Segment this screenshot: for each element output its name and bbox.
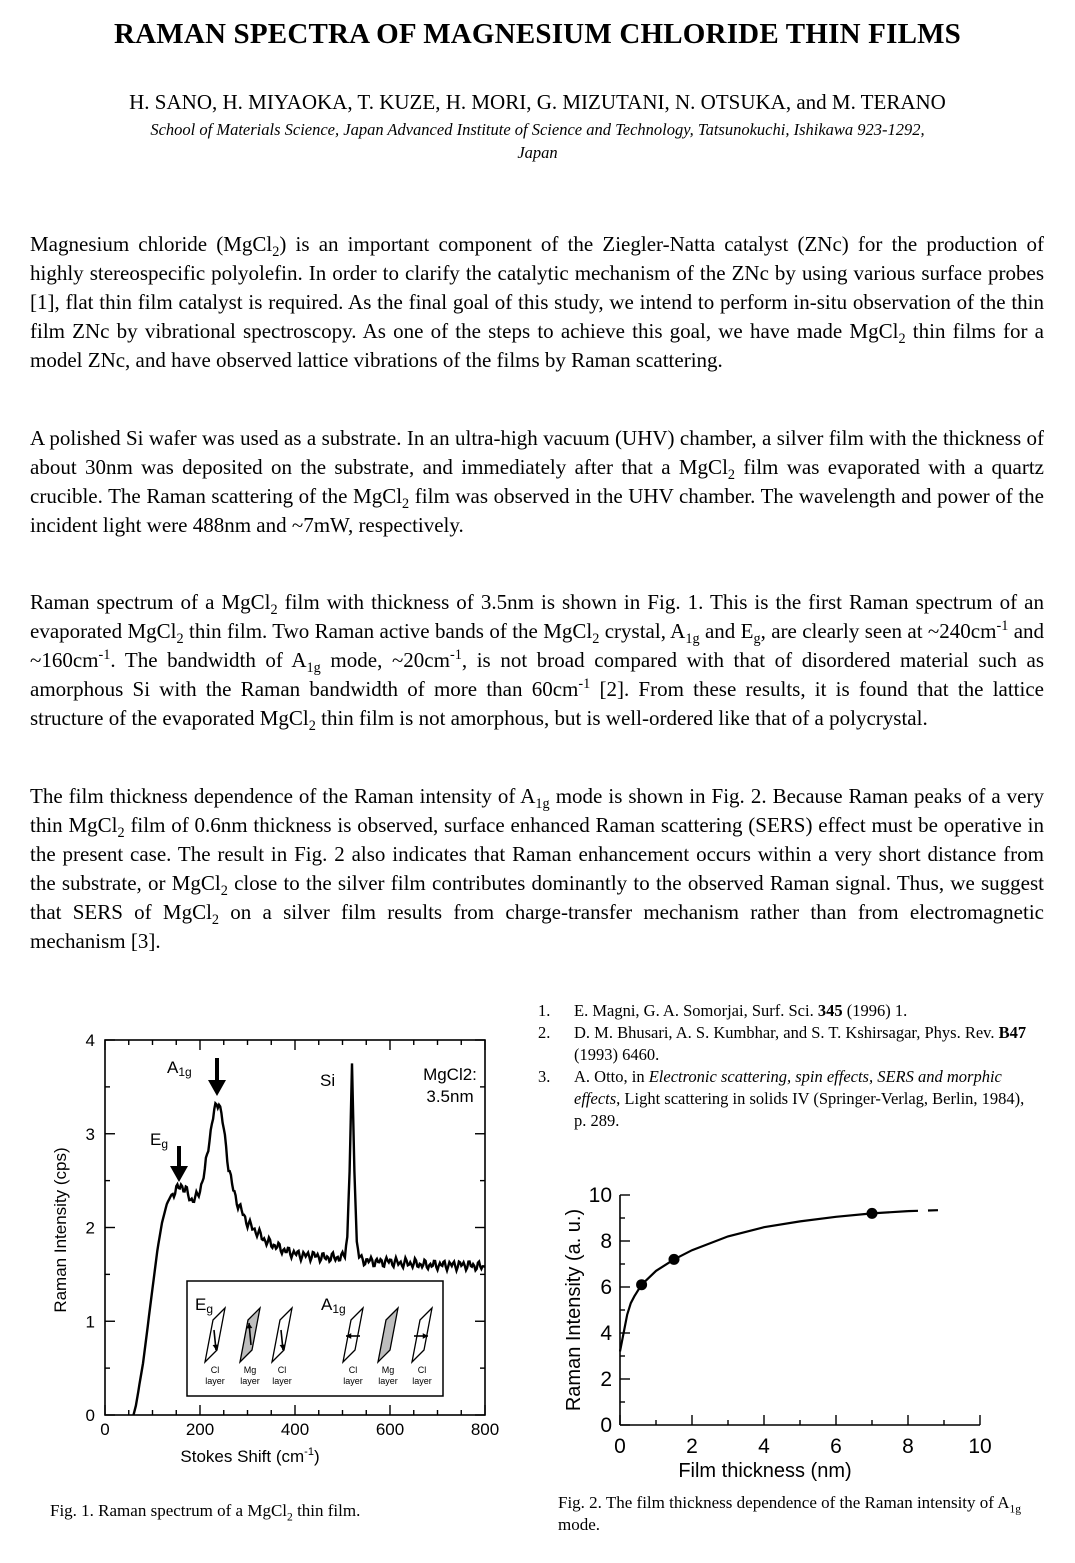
- fig2-xlabel: Film thickness (nm): [678, 1460, 852, 1482]
- reference-item: 3. A. Otto, in Electronic scattering, spin effects, SERS and morphic effects, Light scattering in solids IV (Springer-Verlag, Berlin, 1984), p. 289.: [538, 1067, 1025, 1130]
- paragraph-3: Raman spectrum of a MgCl$_2$ film with thickness of 3.5nm is shown in Fig. 1. This is the first Raman spectrum of an evaporated MgCl$_2$ thin film. Two Raman active bands of the MgCl$_2$ crystal, $A_{1g}$ and $E_g$, are clearly seen at $\sim 240cm^{-1}$ and $\sim 160cm^{-1}$. The bandwidth of $A_{1g}$ mode, $\sim 20cm^{-1}$, is not broad compared with that of disordered material such as amorphous Si with the Raman bandwidth of more than $60cm^{-1}$ [2]. From these results, it is found that the lattice structure of the evaporated MgCl$_2$ thin film is not amorphous, but is well-ordered like that of a polycrystal.: [30, 590, 1045, 735]
- svg-text:layer: layer: [412, 1376, 432, 1386]
- figure-2-thickness-dependence: [550, 1175, 1040, 1490]
- fig1-y-tick-label: 3: [85, 1124, 95, 1144]
- fig1-ylabel: Raman Intensity (cps): [51, 1147, 70, 1313]
- svg-text:layer: layer: [343, 1376, 363, 1386]
- svg-text:layer: layer: [378, 1376, 398, 1386]
- svg-text:Cl: Cl: [348, 1365, 358, 1375]
- fig2-x-tick-label: 10: [968, 1435, 992, 1458]
- svg-text:Mg: Mg: [381, 1365, 395, 1375]
- paper-title: RAMAN SPECTRA OF MAGNESIUM CHLORIDE THIN FILMS: [113, 18, 962, 50]
- figure-1-raman-spectrum: [40, 1020, 510, 1490]
- affiliation: [30, 118, 1045, 164]
- paragraph-2: A polished Si wafer was used as a substrate. In an ultra-high vacuum (UHV) chamber, a silver film with the thickness of about 30nm was deposited on the substrate, and immediately after that a MgCl$_2$ film was evaporated with a quartz crucible. The Raman scattering of the MgCl$_2$ film was observed in the UHV chamber. The wavelength and power of the incident light were 488nm and ~7mW, respectively.: [30, 426, 1045, 537]
- svg-text:layer: layer: [205, 1376, 225, 1386]
- fig2-y-tick-label: 2: [600, 1368, 612, 1391]
- fig1-x-tick-label: 400: [280, 1420, 310, 1439]
- fig1-y-tick-label: 1: [85, 1312, 95, 1332]
- fig1-y-tick-label: 4: [85, 1031, 95, 1050]
- fig2-tick-labels: [589, 1184, 992, 1458]
- fig2-fit-curve: [620, 1211, 908, 1351]
- fig2-y-tick-label: 8: [600, 1230, 612, 1253]
- svg-text:Cl: Cl: [210, 1365, 220, 1375]
- fig2-data-point: [867, 1208, 878, 1219]
- fig1-inset: [187, 1281, 443, 1396]
- fig1-x-tick-label: 800: [470, 1420, 500, 1439]
- inset-eg-label: Eg: [195, 1295, 214, 1316]
- svg-text:Cl: Cl: [417, 1365, 427, 1375]
- fig2-x-tick-label: 2: [686, 1435, 698, 1458]
- fig2-y-tick-label: 0: [600, 1414, 612, 1437]
- fig2-axes: [620, 1195, 980, 1425]
- reference-item: 1. E. Magni, G. A. Somorjai, Surf. Sci. 345 (1996) 1.: [538, 1001, 908, 1020]
- figure-1-caption: Fig. 1. Raman spectrum of a MgCl$_2$ thin film.: [50, 1501, 361, 1524]
- fig2-data-point: [636, 1279, 647, 1290]
- svg-text:layer: layer: [240, 1376, 260, 1386]
- svg-text:Mg: Mg: [243, 1365, 257, 1375]
- fig1-xlabel: Stokes Shift $(cm^{-1})$: [180, 1446, 320, 1466]
- paragraph-1: Magnesium chloride (MgCl$_2$) is an important component of the Ziegler-Natta catalyst (ZNc) for the production of highly stereospecific polyolefin. In order to clarify the catalytic mechanism of the ZNc by using various surface probes [1], flat thin film catalyst is required. As the final goal of this study, we intend to perform in-situ observation of the thin film ZNc by vibrational spectroscopy. As one of the steps to achieve this goal, we have made MgCl$_2$ thin films for a model ZNc, and have observed lattice vibrations of the films by Raman scattering.: [30, 232, 1044, 372]
- fig2-extrapolation-dashes: [908, 1210, 944, 1211]
- fig1-a1g-label: A1g: [167, 1058, 192, 1079]
- fig2-ylabel: Raman Intensity (a. u.): [563, 1208, 585, 1412]
- affiliation-line: Japan: [517, 143, 558, 162]
- fig2-x-tick-label: 6: [830, 1435, 842, 1458]
- fig2-x-tick-label: 4: [758, 1435, 770, 1458]
- fig1-a1g-arrow: [208, 1058, 226, 1096]
- reference-item: 2. D. M. Bhusari, A. S. Kumbhar, and S. T. Kshirsagar, Phys. Rev. B47 (1993) 6460.: [538, 1023, 1027, 1064]
- inset-a1g-label: A1g: [321, 1295, 346, 1316]
- fig1-eg-arrow: [170, 1146, 188, 1182]
- fig1-y-tick-label: 0: [85, 1406, 95, 1425]
- fig2-ticks: [620, 1195, 980, 1425]
- fig2-x-tick-label: 0: [614, 1435, 626, 1458]
- fig1-x-tick-label: 200: [185, 1420, 215, 1439]
- figure-2-caption: Fig. 2. The film thickness dependence of the Raman intensity of $A_{1g}$ mode.: [558, 1493, 1022, 1534]
- fig1-sample-label: MgCl2:: [423, 1065, 477, 1084]
- paragraph-4: The film thickness dependence of the Raman intensity of $A_{1g}$ mode is shown in Fig. 2. Because Raman peaks of a very thin MgCl$_2$ film of 0.6nm thickness is observed, surface enhanced Raman scattering (SERS) effect must be operative in the present case. The result in Fig. 2 also indicates that Raman enhancement occurs within a very short distance from the substrate, or MgCl$_2$ close to the silver film contributes dominantly to the observed Raman signal. Thus, we suggest that SERS of MgCl$_2$ on a silver film results from charge-transfer mechanism rather than from electromagnetic mechanism [3].: [30, 784, 1045, 953]
- fig2-y-tick-label: 10: [588, 1184, 612, 1207]
- svg-text:Cl: Cl: [277, 1365, 287, 1375]
- fig1-eg-label: Eg: [150, 1130, 169, 1151]
- affiliation-line: School of Materials Science, Japan Advanced Institute of Science and Technology, Tatsunokuchi, Ishikawa 923-1292,: [150, 120, 925, 139]
- fig2-data-points: [636, 1208, 877, 1290]
- fig1-si-label: Si: [320, 1071, 336, 1090]
- fig1-sample-thickness: 3.5nm: [426, 1087, 474, 1106]
- fig2-y-tick-label: 4: [600, 1322, 612, 1345]
- reference-list: [538, 1000, 1038, 1132]
- fig1-y-tick-label: 2: [85, 1218, 95, 1238]
- svg-text:layer: layer: [272, 1376, 292, 1386]
- fig2-x-tick-label: 8: [902, 1435, 914, 1458]
- fig2-y-tick-label: 6: [600, 1276, 612, 1299]
- fig1-x-tick-label: 0: [100, 1420, 110, 1439]
- fig1-x-tick-label: 600: [375, 1420, 405, 1439]
- author-list: H. SANO, H. MIYAOKA, T. KUZE, H. MORI, G. MIZUTANI, N. OTSUKA, and M. TERANO: [129, 90, 946, 114]
- fig2-data-point: [669, 1254, 680, 1265]
